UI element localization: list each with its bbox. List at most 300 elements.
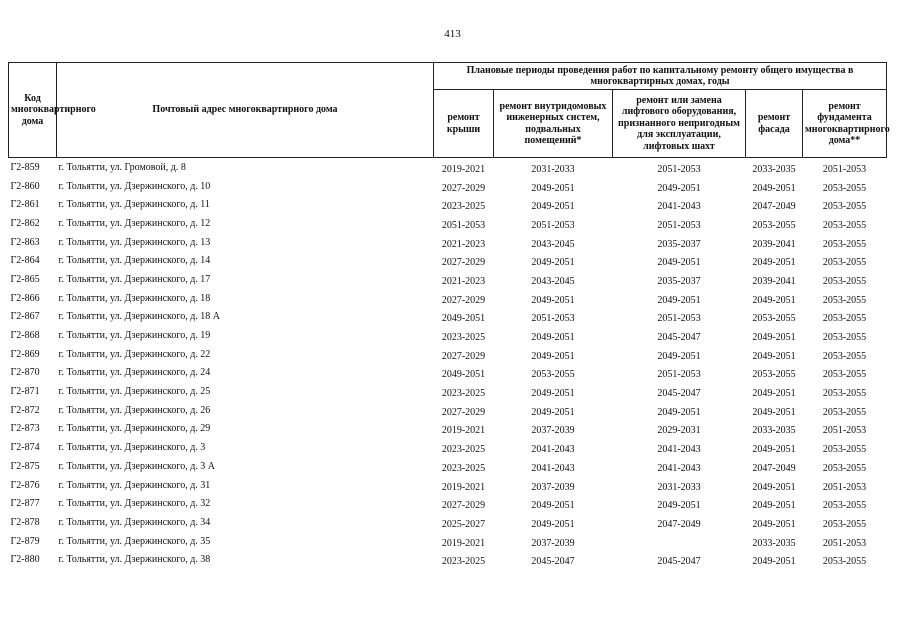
header-facade: ремонт фасада	[746, 90, 803, 158]
cell-facade-text: 2049-2051	[752, 406, 796, 418]
cell-roof-text: 2021-2023	[441, 275, 486, 287]
cell-foundation-text: 2053-2055	[822, 350, 867, 362]
cell-engineering-text: 2049-2051	[531, 406, 575, 418]
cell-code-text: Г2-878	[10, 516, 40, 528]
cell-foundation-text: 2053-2055	[822, 275, 867, 287]
cell-facade-text: 2039-2041	[752, 275, 796, 287]
cell-code	[9, 476, 57, 495]
cell-address-text: г. Тольятти, ул. Дзержинского, д. 17	[58, 273, 211, 285]
cell-code	[9, 494, 57, 513]
cell-engineering	[494, 158, 613, 177]
cell-facade	[746, 438, 803, 457]
cell-engineering	[494, 476, 613, 495]
cell-foundation	[803, 251, 887, 270]
cell-address	[57, 270, 434, 289]
cell-foundation-text: 2053-2055	[822, 444, 867, 456]
cell-roof	[434, 476, 494, 495]
cell-foundation-text: 2053-2055	[822, 219, 867, 231]
cell-foundation-text: 2053-2055	[822, 462, 867, 474]
cell-foundation	[803, 382, 887, 401]
cell-foundation-text: 2053-2055	[822, 294, 867, 306]
cell-address-text: г. Тольятти, ул. Дзержинского, д. 38	[58, 554, 211, 566]
cell-address	[57, 251, 434, 270]
cell-roof	[434, 177, 494, 196]
cell-elevator	[613, 270, 746, 289]
cell-code-text: Г2-859	[10, 161, 40, 173]
cell-elevator-text: 2051-2053	[657, 163, 701, 175]
cell-roof	[434, 326, 494, 345]
cell-engineering-text: 2041-2043	[531, 444, 575, 456]
cell-elevator-text: 2035-2037	[657, 275, 701, 287]
cell-code-text: Г2-862	[10, 217, 40, 229]
cell-engineering	[494, 214, 613, 233]
table-row	[9, 177, 887, 196]
cell-engineering-text: 2051-2053	[531, 219, 575, 231]
cell-facade-text: 2033-2035	[752, 537, 796, 549]
page-number: 413	[444, 28, 461, 40]
cell-code-text: Г2-873	[10, 423, 40, 435]
cell-facade-text: 2053-2055	[752, 313, 796, 325]
cell-address-text: г. Тольятти, ул. Дзержинского, д. 3	[58, 442, 206, 454]
cell-address-text: г. Тольятти, ул. Дзержинского, д. 22	[58, 348, 211, 360]
cell-elevator	[613, 177, 746, 196]
cell-roof-text: 2049-2051	[441, 313, 486, 325]
cell-address	[57, 289, 434, 308]
cell-address-text: г. Тольятти, ул. Дзержинского, д. 11	[58, 199, 210, 211]
cell-engineering	[494, 233, 613, 252]
cell-code	[9, 326, 57, 345]
cell-engineering	[494, 364, 613, 383]
cell-engineering	[494, 438, 613, 457]
cell-foundation-text: 2051-2053	[822, 537, 867, 549]
cell-engineering	[494, 532, 613, 551]
cell-elevator	[613, 233, 746, 252]
cell-foundation-text: 2053-2055	[822, 388, 867, 400]
cell-engineering	[494, 195, 613, 214]
cell-engineering-text: 2037-2039	[531, 537, 575, 549]
cell-engineering	[494, 420, 613, 439]
cell-roof-text: 2021-2023	[441, 238, 486, 250]
cell-foundation-text: 2053-2055	[822, 238, 867, 250]
cell-engineering	[494, 457, 613, 476]
cell-elevator	[613, 382, 746, 401]
cell-facade	[746, 214, 803, 233]
cell-address	[57, 401, 434, 420]
cell-address-text: г. Тольятти, ул. Дзержинского, д. 18	[58, 292, 211, 304]
cell-address	[57, 550, 434, 569]
cell-foundation-text: 2053-2055	[822, 182, 867, 194]
cell-elevator	[613, 326, 746, 345]
header-code: Код многоквартирного дома	[9, 63, 57, 158]
cell-address-text: г. Тольятти, ул. Дзержинского, д. 14	[58, 255, 211, 267]
cell-facade-text: 2047-2049	[752, 462, 796, 474]
cell-facade-text: 2053-2055	[752, 369, 796, 381]
cell-code	[9, 251, 57, 270]
cell-roof-text: 2023-2025	[441, 201, 486, 213]
cell-foundation-text: 2053-2055	[822, 500, 867, 512]
header-address: Почтовый адрес многоквартирного дома	[57, 63, 434, 158]
cell-roof-text: 2019-2021	[441, 425, 486, 437]
cell-foundation	[803, 550, 887, 569]
cell-code	[9, 382, 57, 401]
cell-elevator	[613, 457, 746, 476]
table-row	[9, 532, 887, 551]
cell-foundation	[803, 289, 887, 308]
cell-engineering-text: 2031-2033	[531, 163, 575, 175]
cell-facade-text: 2049-2051	[752, 257, 796, 269]
cell-code-text: Г2-867	[10, 311, 40, 323]
cell-elevator	[613, 195, 746, 214]
cell-foundation	[803, 513, 887, 532]
cell-code	[9, 457, 57, 476]
cell-roof-text: 2019-2021	[441, 481, 486, 493]
table-body	[9, 158, 887, 570]
cell-facade-text: 2049-2051	[752, 481, 796, 493]
table-row	[9, 457, 887, 476]
cell-roof	[434, 401, 494, 420]
cell-elevator-text: 2031-2033	[657, 481, 701, 493]
cell-elevator-text: 2051-2053	[657, 313, 701, 325]
cell-elevator-text: 2041-2043	[657, 462, 701, 474]
cell-engineering-text: 2049-2051	[531, 294, 575, 306]
table-row	[9, 345, 887, 364]
cell-code	[9, 401, 57, 420]
cell-foundation	[803, 532, 887, 551]
table-row	[9, 494, 887, 513]
cell-foundation-text: 2051-2053	[822, 481, 867, 493]
cell-foundation	[803, 438, 887, 457]
cell-engineering	[494, 308, 613, 327]
cell-code-text: Г2-874	[10, 442, 40, 454]
cell-address	[57, 420, 434, 439]
cell-facade	[746, 195, 803, 214]
cell-elevator	[613, 251, 746, 270]
cell-facade	[746, 158, 803, 177]
cell-facade	[746, 382, 803, 401]
cell-elevator-text: 2049-2051	[657, 350, 701, 362]
cell-engineering-text: 2037-2039	[531, 425, 575, 437]
cell-roof-text: 2019-2021	[441, 537, 486, 549]
cell-address	[57, 457, 434, 476]
cell-code	[9, 438, 57, 457]
cell-facade	[746, 513, 803, 532]
header-foundation: ремонт фундамента многоквартирного дома**	[803, 90, 887, 158]
cell-code-text: Г2-861	[10, 199, 40, 211]
table-row	[9, 513, 887, 532]
cell-foundation	[803, 214, 887, 233]
header-elevator: ремонт или замена лифтового оборудования, признанного непригодным для эксплуатации, лифтовых шахт	[613, 90, 746, 158]
cell-foundation	[803, 476, 887, 495]
table-row	[9, 270, 887, 289]
cell-foundation	[803, 270, 887, 289]
table-row	[9, 364, 887, 383]
cell-engineering-text: 2049-2051	[531, 332, 575, 344]
cell-roof	[434, 494, 494, 513]
cell-code	[9, 364, 57, 383]
cell-facade	[746, 494, 803, 513]
cell-roof	[434, 382, 494, 401]
cell-foundation-text: 2053-2055	[822, 556, 867, 568]
cell-address-text: г. Тольятти, ул. Дзержинского, д. 3 А	[58, 460, 216, 472]
cell-engineering-text: 2049-2051	[531, 388, 575, 400]
cell-roof-text: 2049-2051	[441, 369, 486, 381]
cell-address-text: г. Тольятти, ул. Дзержинского, д. 10	[58, 180, 211, 192]
cell-code-text: Г2-863	[10, 236, 40, 248]
cell-address	[57, 308, 434, 327]
cell-foundation-text: 2051-2053	[822, 163, 867, 175]
cell-engineering	[494, 177, 613, 196]
cell-code	[9, 270, 57, 289]
cell-code-text: Г2-868	[10, 330, 40, 342]
cell-code-text: Г2-870	[10, 367, 40, 379]
cell-facade	[746, 251, 803, 270]
cell-elevator-text: 2049-2051	[657, 500, 701, 512]
cell-foundation	[803, 326, 887, 345]
cell-roof	[434, 513, 494, 532]
cell-facade-text: 2053-2055	[752, 219, 796, 231]
cell-elevator	[613, 420, 746, 439]
cell-elevator	[613, 345, 746, 364]
cell-engineering	[494, 289, 613, 308]
cell-code-text: Г2-875	[10, 460, 40, 472]
cell-address	[57, 382, 434, 401]
cell-code	[9, 308, 57, 327]
cell-roof	[434, 158, 494, 177]
cell-roof	[434, 345, 494, 364]
cell-foundation	[803, 364, 887, 383]
cell-facade	[746, 308, 803, 327]
cell-code-text: Г2-876	[10, 479, 40, 491]
cell-elevator-text: 2049-2051	[657, 406, 701, 418]
table-row	[9, 326, 887, 345]
cell-elevator-text: 2047-2049	[657, 518, 701, 530]
cell-elevator	[613, 550, 746, 569]
cell-elevator	[613, 401, 746, 420]
cell-address-text: г. Тольятти, ул. Дзержинского, д. 32	[58, 498, 211, 510]
cell-code-text: Г2-879	[10, 535, 40, 547]
cell-elevator-text: 2041-2043	[657, 201, 701, 213]
cell-facade	[746, 233, 803, 252]
cell-address	[57, 532, 434, 551]
cell-code	[9, 233, 57, 252]
cell-roof-text: 2023-2025	[441, 332, 486, 344]
cell-facade-text: 2033-2035	[752, 163, 796, 175]
cell-code	[9, 195, 57, 214]
cell-code-text: Г2-864	[10, 255, 40, 267]
capital-repair-schedule-table	[8, 62, 890, 569]
cell-roof	[434, 308, 494, 327]
cell-engineering	[494, 550, 613, 569]
cell-facade	[746, 270, 803, 289]
cell-facade	[746, 532, 803, 551]
table-row	[9, 308, 887, 327]
cell-roof-text: 2051-2053	[441, 219, 486, 231]
cell-roof-text: 2027-2029	[441, 182, 486, 194]
cell-address	[57, 195, 434, 214]
table-row	[9, 382, 887, 401]
cell-address	[57, 326, 434, 345]
cell-code-text: Г2-866	[10, 292, 40, 304]
cell-roof-text: 2023-2025	[441, 444, 486, 456]
cell-foundation	[803, 308, 887, 327]
cell-roof	[434, 420, 494, 439]
cell-facade	[746, 177, 803, 196]
header-roof: ремонт крыши	[434, 90, 494, 158]
cell-facade-text: 2049-2051	[752, 556, 796, 568]
cell-code	[9, 420, 57, 439]
cell-roof-text: 2025-2027	[441, 518, 486, 530]
cell-roof	[434, 214, 494, 233]
cell-elevator	[613, 513, 746, 532]
cell-engineering-text: 2049-2051	[531, 518, 575, 530]
cell-engineering	[494, 382, 613, 401]
cell-code	[9, 532, 57, 551]
cell-facade-text: 2049-2051	[752, 332, 796, 344]
cell-foundation-text: 2051-2053	[822, 425, 867, 437]
cell-engineering-text: 2049-2051	[531, 182, 575, 194]
cell-facade	[746, 345, 803, 364]
cell-facade	[746, 401, 803, 420]
cell-roof	[434, 270, 494, 289]
cell-address-text: г. Тольятти, ул. Дзержинского, д. 35	[58, 535, 211, 547]
table-row	[9, 195, 887, 214]
cell-address	[57, 438, 434, 457]
cell-roof	[434, 532, 494, 551]
cell-elevator-text: 2049-2051	[657, 182, 701, 194]
cell-address-text: г. Тольятти, ул. Дзержинского, д. 25	[58, 386, 211, 398]
cell-elevator-text: 2049-2051	[657, 294, 701, 306]
header-periods-group: Плановые периоды проведения работ по капитальному ремонту общего имущества в многоквартирных домах, годы	[434, 63, 887, 90]
cell-address	[57, 345, 434, 364]
cell-code	[9, 289, 57, 308]
cell-roof-text: 2023-2025	[441, 556, 486, 568]
cell-elevator	[613, 438, 746, 457]
cell-code	[9, 158, 57, 177]
cell-address-text: г. Тольятти, ул. Дзержинского, д. 34	[58, 516, 211, 528]
cell-roof	[434, 289, 494, 308]
cell-code-text: Г2-860	[10, 180, 40, 192]
cell-engineering	[494, 401, 613, 420]
cell-elevator-text: 2045-2047	[657, 556, 701, 568]
cell-roof-text: 2027-2029	[441, 406, 486, 418]
cell-address-text: г. Тольятти, ул. Дзержинского, д. 29	[58, 423, 211, 435]
cell-elevator-text: 2051-2053	[657, 219, 701, 231]
cell-address-text: г. Тольятти, ул. Громовой, д. 8	[58, 161, 186, 173]
header-engineering: ремонт внутридомовых инженерных систем, подвальных помещений*	[494, 90, 613, 158]
cell-facade	[746, 289, 803, 308]
cell-elevator	[613, 289, 746, 308]
cell-roof	[434, 457, 494, 476]
cell-code-text: Г2-865	[10, 273, 40, 285]
cell-foundation	[803, 195, 887, 214]
table-row	[9, 420, 887, 439]
cell-facade-text: 2047-2049	[752, 201, 796, 213]
cell-facade-text: 2049-2051	[752, 388, 796, 400]
cell-engineering-text: 2043-2045	[531, 238, 575, 250]
cell-address	[57, 494, 434, 513]
cell-foundation-text: 2053-2055	[822, 201, 867, 213]
cell-elevator	[613, 476, 746, 495]
cell-address	[57, 177, 434, 196]
cell-facade-text: 2049-2051	[752, 518, 796, 530]
cell-roof-text: 2027-2029	[441, 500, 486, 512]
cell-code-text: Г2-871	[10, 386, 40, 398]
cell-elevator-text: 2035-2037	[657, 238, 701, 250]
cell-elevator	[613, 364, 746, 383]
cell-foundation	[803, 420, 887, 439]
cell-facade	[746, 326, 803, 345]
cell-code-text: Г2-872	[10, 404, 40, 416]
cell-roof-text: 2027-2029	[441, 294, 486, 306]
cell-elevator-text: 2041-2043	[657, 444, 701, 456]
cell-foundation	[803, 401, 887, 420]
cell-roof	[434, 195, 494, 214]
cell-elevator-text: 2045-2047	[657, 388, 701, 400]
cell-address-text: г. Тольятти, ул. Дзержинского, д. 19	[58, 330, 211, 342]
cell-address-text: г. Тольятти, ул. Дзержинского, д. 26	[58, 404, 211, 416]
cell-roof-text: 2023-2025	[441, 462, 486, 474]
table-row	[9, 401, 887, 420]
cell-engineering	[494, 270, 613, 289]
cell-address	[57, 476, 434, 495]
cell-roof-text: 2027-2029	[441, 350, 486, 362]
cell-facade-text: 2049-2051	[752, 350, 796, 362]
cell-foundation	[803, 457, 887, 476]
cell-foundation	[803, 494, 887, 513]
cell-code	[9, 177, 57, 196]
cell-engineering-text: 2049-2051	[531, 257, 575, 269]
cell-address-text: г. Тольятти, ул. Дзержинского, д. 13	[58, 236, 211, 248]
cell-foundation-text: 2053-2055	[822, 369, 867, 381]
cell-roof	[434, 438, 494, 457]
table-row	[9, 550, 887, 569]
cell-roof-text: 2019-2021	[441, 163, 486, 175]
cell-engineering-text: 2053-2055	[531, 369, 575, 381]
cell-roof	[434, 364, 494, 383]
cell-code	[9, 214, 57, 233]
cell-engineering-text: 2051-2053	[531, 313, 575, 325]
cell-elevator-text: 2051-2053	[657, 369, 701, 381]
cell-roof-text: 2027-2029	[441, 257, 486, 269]
cell-address	[57, 158, 434, 177]
cell-facade-text: 2049-2051	[752, 182, 796, 194]
cell-code-text: Г2-880	[10, 554, 40, 566]
cell-elevator	[613, 308, 746, 327]
cell-foundation-text: 2053-2055	[822, 518, 867, 530]
cell-foundation	[803, 345, 887, 364]
cell-facade	[746, 420, 803, 439]
cell-facade-text: 2049-2051	[752, 294, 796, 306]
cell-engineering-text: 2049-2051	[531, 350, 575, 362]
cell-code	[9, 550, 57, 569]
table-row	[9, 233, 887, 252]
cell-elevator	[613, 214, 746, 233]
cell-facade	[746, 457, 803, 476]
cell-address	[57, 364, 434, 383]
cell-address	[57, 513, 434, 532]
cell-address-text: г. Тольятти, ул. Дзержинского, д. 12	[58, 217, 211, 229]
cell-facade-text: 2039-2041	[752, 238, 796, 250]
table-row	[9, 251, 887, 270]
cell-roof-text: 2023-2025	[441, 388, 486, 400]
cell-elevator	[613, 494, 746, 513]
cell-engineering	[494, 326, 613, 345]
cell-foundation-text: 2053-2055	[822, 313, 867, 325]
table-row	[9, 289, 887, 308]
cell-roof	[434, 550, 494, 569]
cell-engineering-text: 2045-2047	[531, 556, 575, 568]
cell-foundation	[803, 233, 887, 252]
